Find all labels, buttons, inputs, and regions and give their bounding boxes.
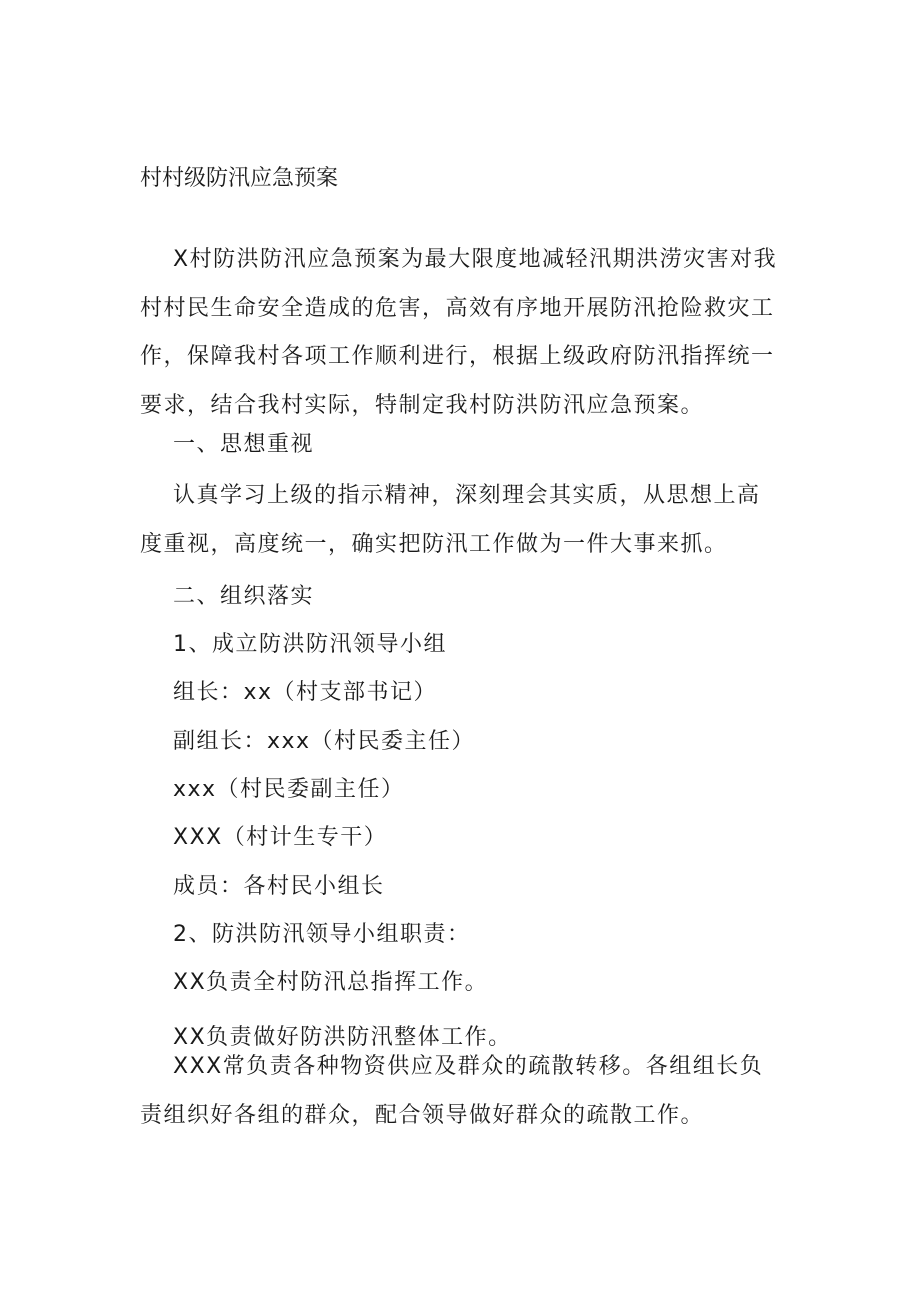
duty-2-line: XX负责做好防洪防汛整体工作。 [173, 1025, 512, 1050]
duty-3-paragraph: XXX常负责各种物资供应及群众的疏散转移。各组组长负责组织好各组的群众，配合领导做好群众的疏散工作。 [140, 1054, 764, 1128]
section2-heading: 二、组织落实 [173, 584, 315, 609]
deputy-leader-line: 副组长：xxx（村民委主任） [173, 729, 476, 754]
duty-1-line: XX负责全村防汛总指挥工作。 [173, 970, 489, 995]
leader-line: 组长：xx（村支部书记） [173, 680, 438, 705]
document-title: 村村级防汛应急预案 [140, 166, 339, 191]
deputy-3-line: XXX（村计生专干） [173, 825, 388, 850]
intro-paragraph: X村防洪防汛应急预案为最大限度地减轻汛期洪涝灾害对我村村民生命安全造成的危害，高效有序地开展防汛抢险救灾工作，保障我村各项工作顺利进行，根据上级政府防汛指挥统一要求，结合我村实际，特制定我村防洪防汛应急预案。 [140, 247, 778, 418]
item1-heading: 1、成立防洪防汛领导小组 [173, 632, 447, 657]
item2-heading: 2、防洪防汛领导小组职责： [173, 922, 471, 947]
members-line: 成员：各村民小组长 [173, 874, 385, 899]
deputy-2-line: xxx（村民委副主任） [173, 777, 405, 802]
section1-paragraph: 认真学习上级的指示精神，深刻理会其实质，从思想上高度重视，高度统一，确实把防汛工作做为一件大事来抓。 [140, 483, 761, 557]
section1-heading: 一、思想重视 [173, 432, 315, 457]
